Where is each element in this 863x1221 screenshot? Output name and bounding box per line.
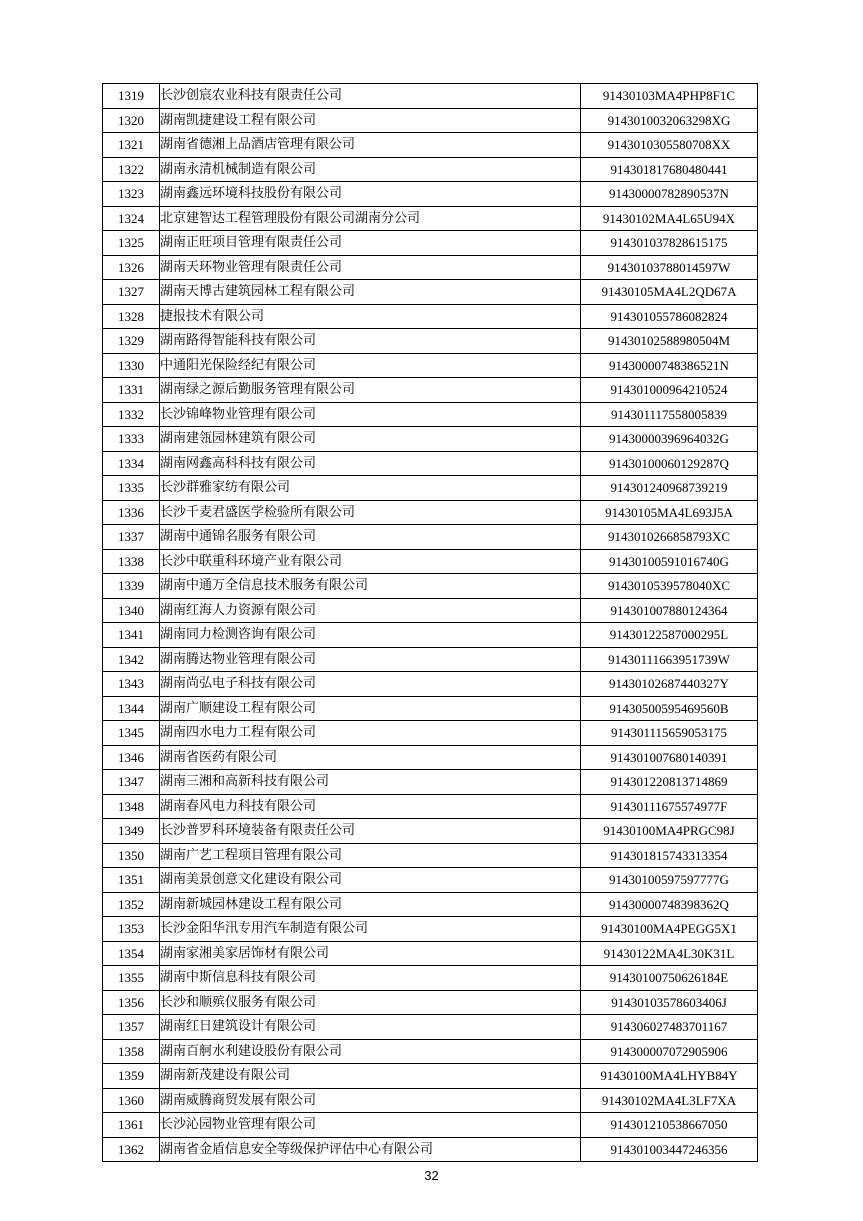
company-name-cell: 长沙普罗科环境装备有限责任公司 [160,819,581,844]
row-number-cell: 1334 [103,451,160,476]
credit-code-cell: 91430103MA4PHP8F1C [581,84,758,109]
company-name-cell: 中通阳光保险经纪有限公司 [160,353,581,378]
row-number-cell: 1357 [103,1015,160,1040]
row-number-cell: 1359 [103,1064,160,1089]
row-number-cell: 1319 [103,84,160,109]
company-name-cell: 捷报技术有限公司 [160,304,581,329]
credit-code-cell: 914301007680140391 [581,745,758,770]
row-number-cell: 1328 [103,304,160,329]
table-row [103,1015,758,1040]
row-number-cell: 1346 [103,745,160,770]
credit-code-cell: 91430105MA4L693J5A [581,500,758,525]
table-row [103,1064,758,1089]
credit-code-cell: 91430102MA4L65U94X [581,206,758,231]
row-number-cell: 1356 [103,990,160,1015]
table-row [103,133,758,158]
credit-code-cell: 91430100750626184E [581,966,758,991]
table-row [103,500,758,525]
company-name-cell: 湖南天环物业管理有限责任公司 [160,255,581,280]
credit-code-cell: 914301000964210524 [581,378,758,403]
table-row [103,427,758,452]
company-name-cell: 湖南中通锦名服务有限公司 [160,525,581,550]
credit-code-cell: 91430000782890537N [581,182,758,207]
table-row [103,231,758,256]
company-name-cell: 湖南路得智能科技有限公司 [160,329,581,354]
row-number-cell: 1354 [103,941,160,966]
table-row [103,696,758,721]
credit-code-cell: 9143010539578040XC [581,574,758,599]
company-name-cell: 湖南正旺项目管理有限责任公司 [160,231,581,256]
row-number-cell: 1338 [103,549,160,574]
credit-code-cell: 9143010266858793XC [581,525,758,550]
company-name-cell: 湖南威腾商贸发展有限公司 [160,1088,581,1113]
table-row [103,255,758,280]
credit-code-cell: 91430122587000295L [581,623,758,648]
row-number-cell: 1355 [103,966,160,991]
company-name-cell: 北京建智达工程管理股份有限公司湖南分公司 [160,206,581,231]
row-number-cell: 1347 [103,770,160,795]
credit-code-cell: 914306027483701167 [581,1015,758,1040]
table-row [103,476,758,501]
credit-code-cell: 9143010305580708XX [581,133,758,158]
table-row [103,868,758,893]
credit-code-cell: 914301055786082824 [581,304,758,329]
table-row [103,108,758,133]
page-number: 32 [424,1168,439,1183]
credit-code-cell: 914301003447246356 [581,1137,758,1162]
credit-code-cell: 91430000748398362Q [581,892,758,917]
row-number-cell: 1321 [103,133,160,158]
table-row [103,672,758,697]
row-number-cell: 1350 [103,843,160,868]
row-number-cell: 1340 [103,598,160,623]
row-number-cell: 1337 [103,525,160,550]
table-row [103,598,758,623]
row-number-cell: 1345 [103,721,160,746]
company-name-cell: 长沙创宸农业科技有限责任公司 [160,84,581,109]
row-number-cell: 1343 [103,672,160,697]
row-number-cell: 1353 [103,917,160,942]
row-number-cell: 1352 [103,892,160,917]
credit-code-cell: 914301117558005839 [581,402,758,427]
row-number-cell: 1325 [103,231,160,256]
row-number-cell: 1329 [103,329,160,354]
table-row [103,917,758,942]
company-name-cell: 湖南红日建筑设计有限公司 [160,1015,581,1040]
credit-code-cell: 914300007072905906 [581,1039,758,1064]
table-row [103,157,758,182]
company-name-cell: 湖南天博古建筑园林工程有限公司 [160,280,581,305]
company-name-cell: 湖南红海人力资源有限公司 [160,598,581,623]
company-name-cell: 湖南新茂建设有限公司 [160,1064,581,1089]
company-name-cell: 湖南省德湘上品酒店管理有限公司 [160,133,581,158]
credit-code-cell: 914301220813714869 [581,770,758,795]
company-name-cell: 湖南永清机械制造有限公司 [160,157,581,182]
company-name-cell: 长沙沁园物业管理有限公司 [160,1113,581,1138]
company-name-cell: 湖南网鑫高科科技有限公司 [160,451,581,476]
table-row [103,329,758,354]
table-row [103,794,758,819]
company-name-cell: 湖南腾达物业管理有限公司 [160,647,581,672]
credit-code-cell: 91430102MA4L3LF7XA [581,1088,758,1113]
table-row [103,574,758,599]
table-row [103,819,758,844]
company-table [102,83,758,1162]
table-row [103,745,758,770]
table-row [103,770,758,795]
table-row [103,84,758,109]
credit-code-cell: 91430100060129287Q [581,451,758,476]
row-number-cell: 1344 [103,696,160,721]
table-row [103,378,758,403]
credit-code-cell: 91430500595469560B [581,696,758,721]
company-name-cell: 湖南中斯信息科技有限公司 [160,966,581,991]
table-row [103,843,758,868]
row-number-cell: 1362 [103,1137,160,1162]
table-row [103,623,758,648]
credit-code-cell: 91430102687440327Y [581,672,758,697]
credit-code-cell: 91430111663951739W [581,647,758,672]
table-row [103,1113,758,1138]
credit-code-cell: 914301115659053175 [581,721,758,746]
row-number-cell: 1330 [103,353,160,378]
row-number-cell: 1327 [103,280,160,305]
table-row [103,549,758,574]
row-number-cell: 1326 [103,255,160,280]
credit-code-cell: 91430000748386521N [581,353,758,378]
credit-code-cell: 914301037828615175 [581,231,758,256]
credit-code-cell: 91430100597597777G [581,868,758,893]
row-number-cell: 1322 [103,157,160,182]
company-name-cell: 湖南尚弘电子科技有限公司 [160,672,581,697]
credit-code-cell: 91430111675574977F [581,794,758,819]
row-number-cell: 1333 [103,427,160,452]
row-number-cell: 1336 [103,500,160,525]
row-number-cell: 1349 [103,819,160,844]
company-name-cell: 湖南同力检测咨询有限公司 [160,623,581,648]
credit-code-cell: 914301240968739219 [581,476,758,501]
table-row [103,206,758,231]
row-number-cell: 1323 [103,182,160,207]
credit-code-cell: 914301007880124364 [581,598,758,623]
row-number-cell: 1360 [103,1088,160,1113]
credit-code-cell: 91430100591016740G [581,549,758,574]
table-row [103,941,758,966]
row-number-cell: 1358 [103,1039,160,1064]
table-row [103,525,758,550]
table-row [103,721,758,746]
credit-code-cell: 91430102588980504M [581,329,758,354]
credit-code-cell: 914301815743313354 [581,843,758,868]
table-row [103,1088,758,1113]
company-name-cell: 长沙千麦君盛医学检验所有限公司 [160,500,581,525]
company-name-cell: 湖南省医药有限公司 [160,745,581,770]
row-number-cell: 1339 [103,574,160,599]
row-number-cell: 1348 [103,794,160,819]
company-name-cell: 长沙群雅家纺有限公司 [160,476,581,501]
company-name-cell: 长沙和顺殡仪服务有限公司 [160,990,581,1015]
company-name-cell: 湖南鑫远环境科技股份有限公司 [160,182,581,207]
table-row [103,647,758,672]
company-name-cell: 长沙中联重科环境产业有限公司 [160,549,581,574]
row-number-cell: 1331 [103,378,160,403]
company-name-cell: 长沙金阳华汛专用汽车制造有限公司 [160,917,581,942]
table-row [103,892,758,917]
table-row [103,280,758,305]
company-name-cell: 湖南建瓴园林建筑有限公司 [160,427,581,452]
company-name-cell: 长沙锦峰物业管理有限公司 [160,402,581,427]
row-number-cell: 1332 [103,402,160,427]
company-name-cell: 湖南省金盾信息安全等级保护评估中心有限公司 [160,1137,581,1162]
credit-code-cell: 91430103788014597W [581,255,758,280]
table-row [103,990,758,1015]
company-name-cell: 湖南广艺工程项目管理有限公司 [160,843,581,868]
row-number-cell: 1335 [103,476,160,501]
table-row [103,353,758,378]
company-name-cell: 湖南中通万全信息技术服务有限公司 [160,574,581,599]
row-number-cell: 1351 [103,868,160,893]
credit-code-cell: 914301817680480441 [581,157,758,182]
company-name-cell: 湖南美景创意文化建设有限公司 [160,868,581,893]
credit-code-cell: 91430100MA4PEGG5X1 [581,917,758,942]
company-name-cell: 湖南家湘美家居饰材有限公司 [160,941,581,966]
company-name-cell: 湖南凯捷建设工程有限公司 [160,108,581,133]
credit-code-cell: 91430000396964032G [581,427,758,452]
table-row [103,966,758,991]
company-name-cell: 湖南百舸水利建设股份有限公司 [160,1039,581,1064]
credit-code-cell: 914301210538667050 [581,1113,758,1138]
company-name-cell: 湖南春风电力科技有限公司 [160,794,581,819]
company-name-cell: 湖南四水电力工程有限公司 [160,721,581,746]
credit-code-cell: 91430100MA4LHYB84Y [581,1064,758,1089]
table-row [103,182,758,207]
credit-code-cell: 91430122MA4L30K31L [581,941,758,966]
credit-code-cell: 9143010032063298XG [581,108,758,133]
row-number-cell: 1324 [103,206,160,231]
company-name-cell: 湖南绿之源后勤服务管理有限公司 [160,378,581,403]
company-table-body [103,84,758,1162]
table-row [103,304,758,329]
table-row [103,451,758,476]
company-name-cell: 湖南新城园林建设工程有限公司 [160,892,581,917]
table-row [103,1039,758,1064]
table-row [103,402,758,427]
row-number-cell: 1320 [103,108,160,133]
company-name-cell: 湖南三湘和高新科技有限公司 [160,770,581,795]
row-number-cell: 1361 [103,1113,160,1138]
credit-code-cell: 91430100MA4PRGC98J [581,819,758,844]
credit-code-cell: 91430103578603406J [581,990,758,1015]
row-number-cell: 1341 [103,623,160,648]
row-number-cell: 1342 [103,647,160,672]
table-row [103,1137,758,1162]
company-name-cell: 湖南广顺建设工程有限公司 [160,696,581,721]
credit-code-cell: 91430105MA4L2QD67A [581,280,758,305]
